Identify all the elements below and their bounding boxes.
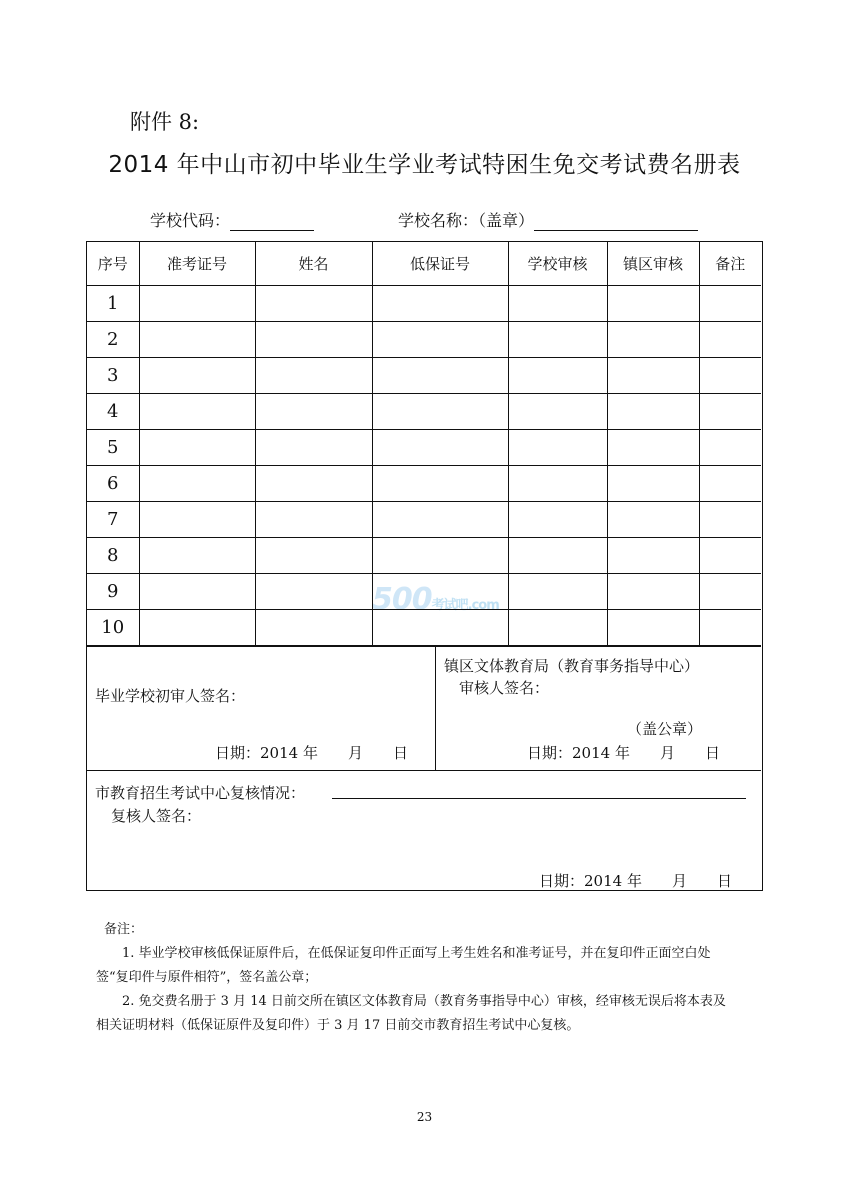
cell-welfare-number[interactable] xyxy=(372,358,508,394)
school-name-label: 学校名称：（盖章） xyxy=(398,211,535,230)
row-number: 8 xyxy=(87,538,139,574)
cell-welfare-number[interactable] xyxy=(372,322,508,358)
cell-school-review[interactable] xyxy=(508,430,607,466)
cell-welfare-number[interactable] xyxy=(372,286,508,322)
note-item-2: 2. 免交费名册于 3 月 14 日前交所在镇区文体教育局（教育务事指导中心）审核，经审核无误后将本表及相关证明材料（低保证原件及复印件）于 3 月 17 日前交市教育招生考试中心复核。 xyxy=(96,994,726,1033)
cell-remarks[interactable] xyxy=(699,322,761,358)
city-reviewer-label: 复核人签名： xyxy=(111,807,202,825)
cell-name[interactable] xyxy=(255,430,372,466)
cell-remarks[interactable] xyxy=(699,286,761,322)
header-town-review: 镇区审核 xyxy=(607,242,699,286)
table-header-row xyxy=(87,242,761,286)
row-number: 4 xyxy=(87,394,139,430)
cell-name[interactable] xyxy=(255,502,372,538)
header-remarks: 备注 xyxy=(699,242,761,286)
cell-town-review[interactable] xyxy=(607,502,699,538)
header-name: 姓名 xyxy=(255,242,372,286)
city-review-blank[interactable] xyxy=(332,798,746,799)
cell-school-review[interactable] xyxy=(508,502,607,538)
signature-section xyxy=(87,646,761,771)
roster-table xyxy=(87,242,761,646)
cell-exam-number[interactable] xyxy=(139,610,255,646)
cell-exam-number[interactable] xyxy=(139,574,255,610)
table-row xyxy=(87,610,761,646)
cell-school-review[interactable] xyxy=(508,286,607,322)
school-code-label: 学校代码： xyxy=(150,211,231,230)
header-seq: 序号 xyxy=(87,242,139,286)
cell-exam-number[interactable] xyxy=(139,430,255,466)
cell-exam-number[interactable] xyxy=(139,394,255,430)
cell-exam-number[interactable] xyxy=(139,322,255,358)
city-review-date: 日期：2014 年 月 日 xyxy=(539,872,732,890)
cell-town-review[interactable] xyxy=(607,322,699,358)
cell-welfare-number[interactable] xyxy=(372,466,508,502)
row-number: 5 xyxy=(87,430,139,466)
cell-town-review[interactable] xyxy=(607,538,699,574)
cell-remarks[interactable] xyxy=(699,358,761,394)
cell-welfare-number[interactable] xyxy=(372,574,508,610)
school-code-blank xyxy=(230,214,314,231)
table-row xyxy=(87,394,761,430)
cell-welfare-number[interactable] xyxy=(372,610,508,646)
notes-section xyxy=(96,918,736,1038)
cell-name[interactable] xyxy=(255,358,372,394)
cell-school-review[interactable] xyxy=(508,538,607,574)
town-reviewer-label: 审核人签名： xyxy=(459,679,550,697)
town-review-date: 日期：2014 年 月 日 xyxy=(527,744,720,762)
cell-welfare-number[interactable] xyxy=(372,430,508,466)
header-exam-number: 准考证号 xyxy=(139,242,255,286)
table-row xyxy=(87,466,761,502)
table-row xyxy=(87,358,761,394)
cell-name[interactable] xyxy=(255,466,372,502)
cell-remarks[interactable] xyxy=(699,430,761,466)
signature-divider xyxy=(435,647,436,770)
notes-heading: 备注： xyxy=(104,922,144,937)
table-row xyxy=(87,502,761,538)
cell-remarks[interactable] xyxy=(699,574,761,610)
cell-welfare-number[interactable] xyxy=(372,538,508,574)
cell-name[interactable] xyxy=(255,394,372,430)
cell-name[interactable] xyxy=(255,322,372,358)
table-row xyxy=(87,322,761,358)
table-row xyxy=(87,574,761,610)
header-school-review: 学校审核 xyxy=(508,242,607,286)
table-row xyxy=(87,430,761,466)
watermark-logo: 500考试吧.com xyxy=(372,582,499,617)
cell-town-review[interactable] xyxy=(607,286,699,322)
note-item-1: 1. 毕业学校审核低保证原件后，在低保证复印件正面写上考生姓名和准考证号，并在复印件正面空白处签“复印件与原件相符”，签名盖公章； xyxy=(96,946,711,985)
cell-remarks[interactable] xyxy=(699,394,761,430)
cell-welfare-number[interactable] xyxy=(372,394,508,430)
cell-exam-number[interactable] xyxy=(139,502,255,538)
cell-school-review[interactable] xyxy=(508,610,607,646)
cell-school-review[interactable] xyxy=(508,322,607,358)
row-number: 1 xyxy=(87,286,139,322)
table-row xyxy=(87,286,761,322)
school-name-blank xyxy=(534,214,698,231)
initial-reviewer-label: 毕业学校初审人签名： xyxy=(95,687,246,705)
cell-remarks[interactable] xyxy=(699,502,761,538)
cell-remarks[interactable] xyxy=(699,466,761,502)
row-number: 2 xyxy=(87,322,139,358)
cell-town-review[interactable] xyxy=(607,358,699,394)
cell-exam-number[interactable] xyxy=(139,538,255,574)
page-number: 23 xyxy=(416,1110,433,1124)
cell-school-review[interactable] xyxy=(508,394,607,430)
cell-town-review[interactable] xyxy=(607,466,699,502)
roster-form xyxy=(86,241,763,891)
initial-review-date: 日期：2014 年 月 日 xyxy=(215,744,408,762)
cell-town-review[interactable] xyxy=(607,610,699,646)
cell-town-review[interactable] xyxy=(607,574,699,610)
cell-town-review[interactable] xyxy=(607,394,699,430)
cell-name[interactable] xyxy=(255,538,372,574)
cell-name[interactable] xyxy=(255,286,372,322)
row-number: 6 xyxy=(87,466,139,502)
cell-town-review[interactable] xyxy=(607,430,699,466)
cell-name[interactable] xyxy=(255,610,372,646)
row-number: 10 xyxy=(87,610,139,646)
cell-welfare-number[interactable] xyxy=(372,502,508,538)
page-title: 2014 年中山市初中毕业生学业考试特困生免交考试费名册表 xyxy=(108,152,741,178)
cell-school-review[interactable] xyxy=(508,466,607,502)
attachment-label: 附件 8: xyxy=(130,110,200,134)
school-code-field xyxy=(150,208,314,231)
row-number: 3 xyxy=(87,358,139,394)
cell-exam-number[interactable] xyxy=(139,358,255,394)
cell-exam-number[interactable] xyxy=(139,286,255,322)
cell-school-review[interactable] xyxy=(508,358,607,394)
table-row xyxy=(87,538,761,574)
row-number: 7 xyxy=(87,502,139,538)
cell-remarks[interactable] xyxy=(699,610,761,646)
town-bureau-label: 镇区文体教育局（教育事务指导中心） xyxy=(444,657,700,675)
city-review-label: 市教育招生考试中心复核情况： xyxy=(95,784,306,802)
cell-remarks[interactable] xyxy=(699,538,761,574)
header-welfare-number: 低保证号 xyxy=(372,242,508,286)
cell-school-review[interactable] xyxy=(508,574,607,610)
school-name-field xyxy=(398,208,698,231)
row-number: 9 xyxy=(87,574,139,610)
cell-exam-number[interactable] xyxy=(139,466,255,502)
cell-name[interactable] xyxy=(255,574,372,610)
official-seal-label: （盖公章） xyxy=(627,720,703,738)
